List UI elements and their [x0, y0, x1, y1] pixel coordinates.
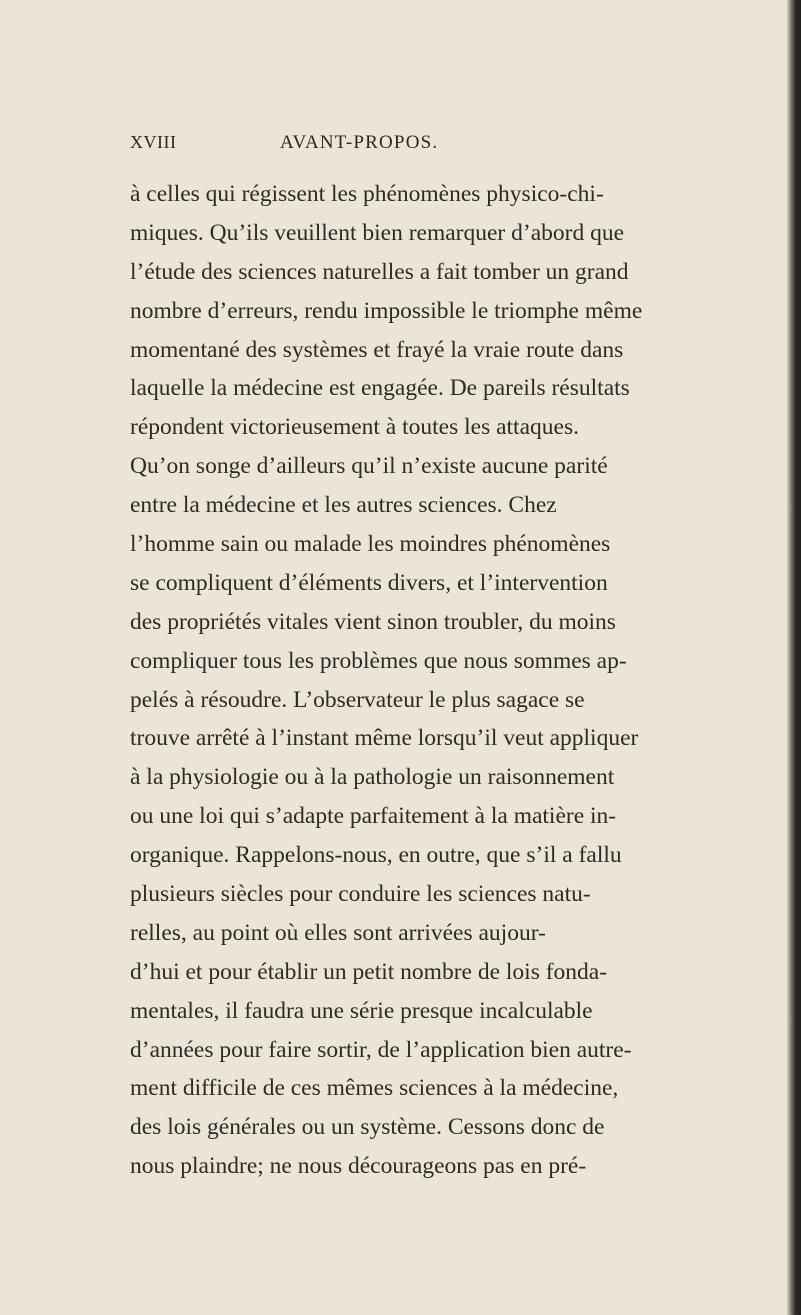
text-line: l’étude des sciences naturelles a fait tomber un grand	[130, 258, 629, 285]
text-line: mentales, il faudra une série presque incalculable	[130, 997, 593, 1024]
body-text	[130, 175, 730, 1186]
text-line: nous plaindre; ne nous décourageons pas en pré-	[130, 1153, 587, 1180]
running-title: AVANT-PROPOS.	[280, 132, 439, 153]
text-line: plusieurs siècles pour conduire les sciences natu-	[130, 881, 591, 908]
text-line: laquelle la médecine est engagée. De pareils résultats	[130, 375, 630, 402]
running-head	[130, 132, 630, 160]
text-line: d’hui et pour établir un petit nombre de lois fonda-	[130, 958, 608, 985]
page-edge-shadow	[787, 0, 801, 1315]
text-line: des lois générales ou un système. Cessons donc de	[130, 1114, 605, 1141]
text-line: à celles qui régissent les phénomènes physico-chi-	[130, 181, 604, 207]
text-line: l’homme sain ou malade les moindres phénomènes	[130, 531, 611, 558]
text-line: Qu’on songe d’ailleurs qu’il n’existe aucune parité	[130, 453, 608, 480]
text-line: compliquer tous les problèmes que nous sommes ap-	[130, 647, 627, 674]
text-line: ment difficile de ces mêmes sciences à la médecine,	[130, 1075, 619, 1102]
text-line: miques. Qu’ils veuillent bien remarquer d’abord que	[130, 219, 625, 246]
text-line: répondent victorieusement à toutes les attaques.	[130, 414, 579, 441]
text-line: des propriétés vitales vient sinon troubler, du moins	[130, 608, 616, 635]
page-number: XVIII	[130, 132, 177, 152]
text-line: à la physiologie ou à la pathologie un raisonnement	[130, 764, 615, 791]
text-line: organique. Rappelons-nous, en outre, que s’il a fallu	[130, 842, 622, 869]
text-line: trouve arrêté à l’instant même lorsqu’il veut appliquer	[130, 725, 639, 752]
text-line: se compliquent d’éléments divers, et l’intervention	[130, 569, 608, 596]
text-line: d’années pour faire sortir, de l’application bien autre-	[130, 1036, 632, 1063]
text-line: pelés à résoudre. L’observateur le plus sagace se	[130, 686, 585, 713]
text-line: nombre d’erreurs, rendu impossible le triomphe même	[130, 297, 643, 324]
text-line: relles, au point où elles sont arrivées aujour-	[130, 919, 546, 946]
text-line: momentané des systèmes et frayé la vraie route dans	[130, 336, 624, 363]
text-line: ou une loi qui s’adapte parfaitement à la matière in-	[130, 803, 617, 830]
text-line: entre la médecine et les autres sciences. Chez	[130, 492, 557, 519]
